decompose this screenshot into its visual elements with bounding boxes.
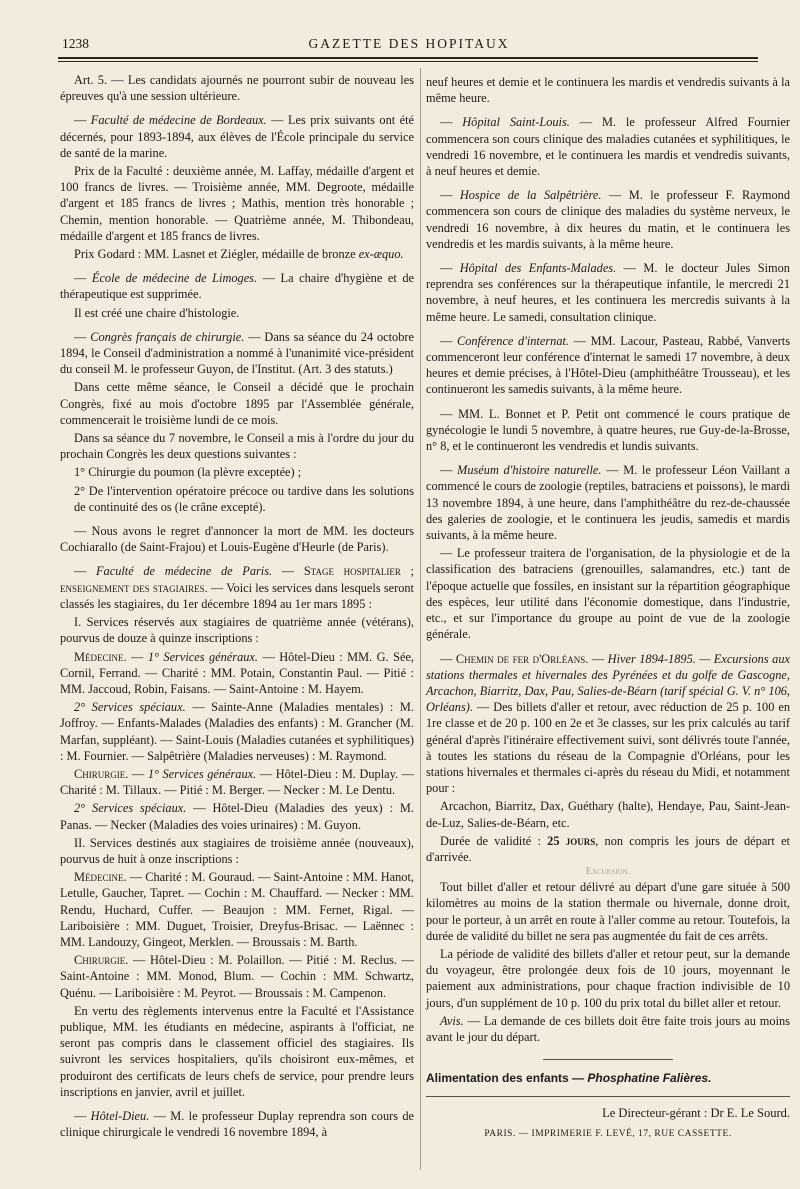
right-column	[426, 74, 790, 1142]
header-rule-thin	[58, 61, 758, 62]
medicine-group-2: Médecine. — Charité : M. Gouraud. — Saint-Antoine : MM. Hanot, Letulle, Gaucher, Tapret. — Cochin : M. Chauffard. — Necker : MM. Rendu, Huchard, Cuffer. — Beaujon : MM. Fernet, Rigal. — Lariboisière : MM. Duguet, Troisier, Dreyfus-Brisac. — Laënnec : MM. Landouzy, Gingeot, Merklen. — Broussais : M. Barth.	[60, 870, 414, 949]
limoges-heading: École de médecine de Limoges.	[91, 271, 258, 286]
bordeaux-prizes: Prix de la Faculté : deuxième année, M. Laffay, médaille d'argent et 100 francs de livres. — Troisième année, MM. Degroote, médaille d'argent et 185 francs de livres ; Mathis, mention très honorable ; Chemin, mention honorable. — Quatrième année, M. Thibondeau, médaille d'argent et 185 francs de livres.	[60, 164, 414, 243]
congress-agenda: Dans sa séance du 7 novembre, le Conseil a mis à l'ordre du jour du prochain Congrès les deux questions suivantes :	[60, 431, 414, 462]
services-group-1: I. Services réservés aux stagiaires de quatrième année (vétérans), pourvus de douze à quinze inscriptions :	[60, 615, 414, 646]
column-divider	[420, 68, 421, 1170]
limoges-notice: — École de médecine de Limoges. — La chaire d'hygiène et de thérapeutique est supprimée.	[60, 271, 414, 302]
surgery-general: Chirurgie. — 1° Services généraux. — Hôtel-Dieu : M. Duplay. — Charité : M. Tillaux. — Pitié : M. Berger. — Necker : M. Le Dentu.	[60, 766, 415, 798]
enfants-malades-notice: — Hôpital des Enfants-Malades. — M. le docteur Jules Simon reprendra ses conférences sur la thérapeutique infantile, le mercredi 21 novembre, à neuf heures, et les continuera les mercredis suivants à la même heure. Le samedi, consultation clinique.	[426, 261, 790, 324]
hotel-dieu-notice: — Hôtel-Dieu. — M. le professeur Duplay reprendra son cours de clinique chirurgicale le vendredi 16 novembre 1894, à	[60, 1108, 415, 1140]
medicine-special: 2° Services spéciaux. — Sainte-Anne (Maladies mentales) : M. Joffroy. — Enfants-Malades (Maladies des enfants) : M. Grancher (M. Marfan, suppléant). — Saint-Louis (Maladies cutanées et syphilitiques) : M. Fournier. — Salpêtrière (Maladies nerveuses) : M. Raymond.	[60, 700, 414, 763]
railway-notice: — Chemin de fer d'Orléans. — Hiver 1894-1895. — Excursions aux stations thermales et hivernales des Pyrénées et du golfe de Gascogne, Arcachon, Biarritz, Dax, Pau, Salies-de-Béarn (tarif spécial G. V. n° 106, Orléans). — Des billets d'aller et retour, avec réduction de 25 p. 100 en 1re classe et de 20 p. 100 en 2e et 3e classes, sur les prix calculés au tarif général d'après l'itinéraire effectivement suivi, sont délivrés toute l'année, à toutes les stations du réseau de la Compagnie d'Orléans, pour les stations hivernales et thermales ci-après du réseau du Midi, et notamment pour :	[426, 651, 790, 796]
section-separator	[543, 1059, 673, 1060]
congress-heading: Congrès français de chirurgie.	[90, 329, 245, 344]
histology-chair: Il est créé une chaire d'histologie.	[74, 305, 240, 320]
request-notice: Avis. — La demande de ces billets doit être faite trois jours au moins avant le jour du départ.	[426, 1013, 790, 1044]
surgery-congress: — Congrès français de chirurgie. — Dans sa séance du 24 octobre 1894, le Conseil d'administration a nommé à l'unanimité vice-président du conseil M. le professeur Guyon, de l'Institut. (Art. 3 des statuts.)	[60, 329, 414, 377]
bordeaux-notice: — Faculté de médecine de Bordeaux. — Les prix suivants ont été décernés, pour 1893-1894, aux élèves de l'École principale du service de santé de la marine.	[60, 113, 414, 160]
museum-heading: Muséum d'histoire naturelle.	[457, 463, 602, 478]
header-rule-thick	[58, 57, 758, 59]
paris-faculty-heading: Faculté de médecine de Paris.	[96, 564, 273, 579]
museum-notice: — Muséum d'histoire naturelle. — M. le professeur Léon Vaillant a commencé le cours de zoologie (reptiles, batraciens et poissons), le mardi 13 novembre 1894, à une heure, dans l'amphithéâtre du rez-de-chaussée des galeries de zoologie, et le continuera les jeudis, samedis et mardis suivants, à la même heure.	[426, 463, 791, 543]
internat-notice: — Conférence d'internat. — MM. Lacour, Pasteau, Rabbé, Vanverts commenceront leur conférence d'internat le samedi 17 novembre, à deux heures et demie précises, à l'Hôtel-Dieu (amphithéâtre Trousseau), et les continueront les samedis suivants, à la même heure.	[426, 333, 790, 397]
agenda-item-2: 2° De l'intervention opératoire précoce ou tardive dans les solutions de continuité des os (le crâne excepté).	[74, 483, 414, 514]
left-column	[60, 72, 414, 1142]
page-number: 1238	[62, 36, 89, 51]
journal-title: GAZETTE DES HOPITAUX	[308, 36, 510, 51]
surgery-group-2: Chirurgie. — Hôtel-Dieu : M. Polaillon. — Pitié : M. Reclus. — Saint-Antoine : MM. Monod, Blum. — Cochin : MM. Schwartz, Quénu. — Lariboisière : M. Peyrot. — Broussais : M. Campenon.	[60, 953, 414, 1000]
obituary: — Nous avons le regret d'annoncer la mort de MM. les docteurs Cochiarallo (de Saint-Frajou) et Louis-Eugène d'Heurle (de Paris).	[60, 524, 414, 555]
enfants-malades-heading: Hôpital des Enfants-Malades.	[459, 261, 617, 276]
salpetriere-heading: Hospice de la Salpêtrière.	[459, 188, 602, 203]
paris-faculty-notice: — Faculté de médecine de Paris. — Stage hospitalier ; enseignement des stagiaires. — Voici les services dans lesquels seront classés les stagiaires, du 1er décembre 1894 au 1er mars 1895 :	[60, 564, 414, 611]
stopover-rule: Tout billet d'aller et retour délivré au départ d'une gare située à 500 kilomètres au moins de la station thermale ou hivernale, donne droit, pour le porteur, à un arrêt en route à l'aller comme au retour. Toutefois, la durée de validité du billet ne sera pas augmentée du fait de ces arrêts.	[426, 880, 790, 943]
validity: Durée de validité : 25 jours, non compris les jours de départ et d'arrivée.	[426, 833, 790, 864]
regulations-note: En vertu des règlements intervenus entre la Faculté et l'Assistance publique, MM. les étudiants en médecine, aspirants à l'officiat, ne seront pas compris dans le classement officiel des stagiaires. Ils suivront les services hospitaliers, qu'ils choisiront eux-mêmes, et produiront des certificats de leurs chefs de service, pour prendre leurs inscriptions en janvier, avril et juillet.	[60, 1003, 414, 1099]
station-list: Arcachon, Biarritz, Dax, Guéthary (halte), Hendaye, Pau, Saint-Jean-de-Luz, Salies-de-Béarn, etc.	[426, 799, 790, 830]
excursion-ghost-heading: Excursion.	[585, 866, 631, 878]
advertisement: Alimentation des enfants — Phosphatine Falières.	[426, 1071, 712, 1086]
museum-program: — Le professeur traitera de l'organisation, de la physiologie et de la classification des batraciens (grenouilles, salamandres, etc.) tant de l'époque actuelle que fossiles, en insistant sur la répartition géographique des espèces, leur utilité dans l'économie domestique, dans l'industrie, etc., et sur l'importance du groupe au point de vue de la zoologie générale.	[426, 546, 790, 642]
agenda-item-1: 1° Chirurgie du poumon (la plèvre exceptée) ;	[74, 465, 302, 480]
hotel-dieu-heading: Hôtel-Dieu.	[90, 1108, 150, 1123]
saint-louis-heading: Hôpital Saint-Louis.	[462, 115, 570, 130]
internat-heading: Conférence d'internat.	[456, 333, 570, 348]
hotel-dieu-continued: neuf heures et demie et le continuera les mardis et vendredis suivants à la même heure.	[426, 75, 790, 106]
gynecology-notice: — MM. L. Bonnet et P. Petit ont commencé le cours pratique de gynécologie le lundi 5 novembre, à quatre heures, rue Guy-de-la-Brosse, n° 8, et le continueront les vendredis et lundis suivants.	[426, 406, 790, 454]
godard-prize: Prix Godard : MM. Lasnet et Ziégler, médaille de bronze ex-æquo.	[74, 247, 404, 262]
advert-rule	[426, 1096, 790, 1097]
article-5: Art. 5. — Les candidats ajournés ne pourront subir de nouveau les épreuves qu'à une session ultérieure.	[60, 73, 414, 104]
surgery-special: 2° Services spéciaux. — Hôtel-Dieu (Maladies des yeux) : M. Panas. — Necker (Maladies des voies urinaires) : M. Guyon.	[60, 801, 414, 832]
director-signature: Le Directeur-gérant : Dr E. Le Sourd.	[602, 1106, 790, 1121]
medicine-general: Médecine. — 1° Services généraux. — Hôtel-Dieu : MM. G. Sée, Cornil, Ferrand. — Charité : MM. Potain, Constantin Paul. — Pitié : MM. Jaccoud, Robin, Faisans. — Saint-Antoine : M. Hayem.	[60, 649, 415, 696]
printer-line: PARIS. — IMPRIMERIE F. LEVÉ, 17, RUE CASSETTE.	[484, 1128, 732, 1139]
congress-date: Dans cette même séance, le Conseil a décidé que le prochain Congrès, fixé au mois d'octobre 1895 par l'Assemblée générale, commencerait le troisième lundi de ce mois.	[60, 380, 414, 427]
services-group-2: II. Services destinés aux stagiaires de troisième année (nouveaux), pourvus de huit à onze inscriptions :	[60, 835, 414, 866]
bordeaux-heading: Faculté de médecine de Bordeaux.	[90, 113, 267, 128]
validity-extension: La période de validité des billets d'aller et retour peut, sur la demande du voyageur, être prolongée deux fois de 10 jours, moyennant le paiement aux administrations, pour chaque fraction indivisible de 10 jours, d'un supplément de 10 p. 100 du prix total du billet aller et retour.	[426, 946, 790, 1010]
salpetriere-notice: — Hospice de la Salpêtrière. — M. le professeur F. Raymond commencera son cours de clinique des maladies du système nerveux, le vendredi 16 novembre, à dix heures du matin, et le continuera les vendredis et les mardis suivants, à la même heure.	[426, 188, 790, 251]
running-header	[62, 36, 756, 54]
saint-louis-notice: — Hôpital Saint-Louis. — M. le professeur Alfred Fournier commencera son cours clinique des maladies cutanées et syphilitiques, le vendredi 16 novembre, et le continuera les mardis et vendredis suivants, à neuf heures et demie.	[426, 115, 790, 179]
